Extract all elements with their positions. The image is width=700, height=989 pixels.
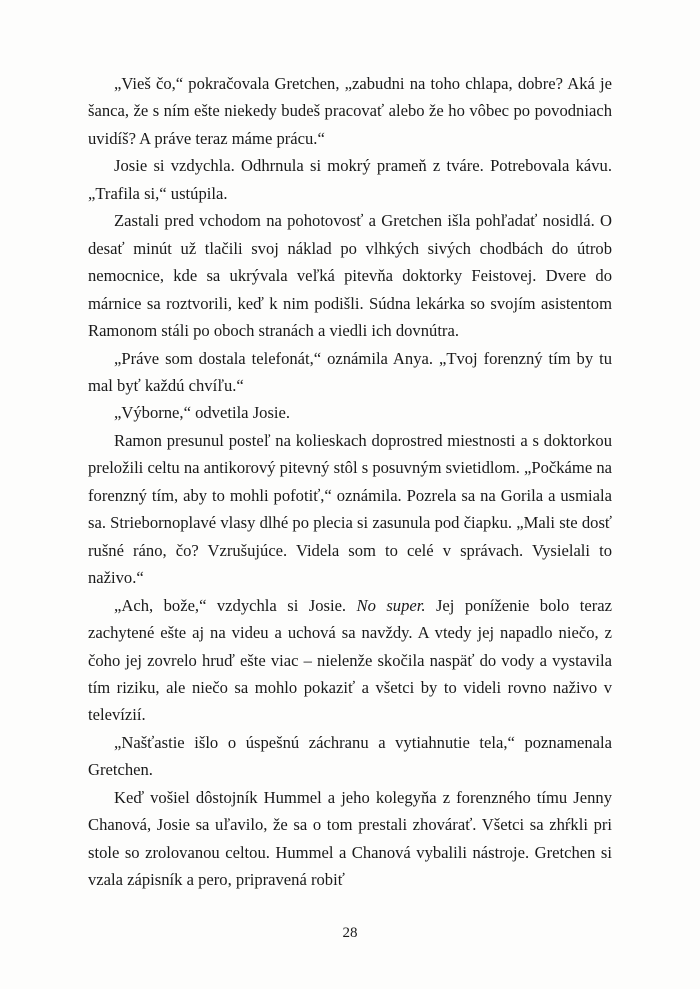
paragraph: Josie si vzdychla. Odhrnula si mokrý prameň z tváre. Potrebovala kávu. „Trafila si,“ ustúpila. [88,156,612,203]
paragraph: „Ach, bože,“ vzdychla si Josie. No super. Jej poníženie bolo teraz zachytené ešte aj na videu a uchová sa navždy. A vtedy jej napadlo niečo, z čoho jej zovrelo hruď ešte viac – nielenže skočila naspäť do vody a vystavila tím riziku, ale niečo sa mohlo pokaziť a všetci by to videli rovno naživo v televízií. [88,595,612,725]
italic-phrase: No super. [356,595,426,615]
paragraph: „Práve som dostala telefonát,“ oznámila Anya. „Tvoj forenzný tím by tu mal byť každú chvíľu.“ [88,348,612,395]
paragraph: „Vieš čo,“ pokračovala Gretchen, „zabudni na toho chlapa, dobre? Aká je šanca, že s ním ešte niekedy budeš pracovať alebo že ho vôbec po povodniach uvidíš? A práve teraz máme prácu.“ [88,74,612,148]
paragraph: Ramon presunul posteľ na kolieskach doprostred miestnosti a s doktorkou preložili celtu na antikorový pitevný stôl s posuvným svietidlom. „Počkáme na forenzný tím, aby to mohli pofotiť,“ oznámila. Pozrela sa na Gorila a usmiala sa. Striebornoplavé vlasy dlhé po plecia si zasunula pod čiapku. „Mali ste dosť rušné ráno, čo? Vzrušujúce. Videla som to celé v správach. Vysielali to naživo.“ [88,430,612,588]
paragraph: Keď vošiel dôstojník Hummel a jeho kolegyňa z forenzného tímu Jenny Chanová, Josie sa uľavilo, že sa o tom prestali zhovárať. Všetci sa zhŕkli pri stole so zrolovanou celtou. Hummel a Chanová vybalili nástroje. Gretchen si vzala zápisník a pero, pripravená robiť [88,787,612,890]
body-text [88,70,612,894]
paragraph: „Výborne,“ odvetila Josie. [114,403,291,423]
page-number: 28 [342,925,358,941]
paragraph: „Našťastie išlo o úspešnú záchranu a vytiahnutie tela,“ poznamenala Gretchen. [88,732,612,780]
paragraph: Zastali pred vchodom na pohotovosť a Gretchen išla pohľadať nosidlá. O desať minút už tlačili svoj náklad po vlhkých sivých chodbách do útrob nemocnice, kde sa ukrývala veľká pitevňa doktorky Feistovej. Dvere do márnice sa roztvorili, keď k nim podišli. Súdna lekárka so svojím asistentom Ramonom stáli po oboch stranách a viedli ich dovnútra. [88,211,612,341]
